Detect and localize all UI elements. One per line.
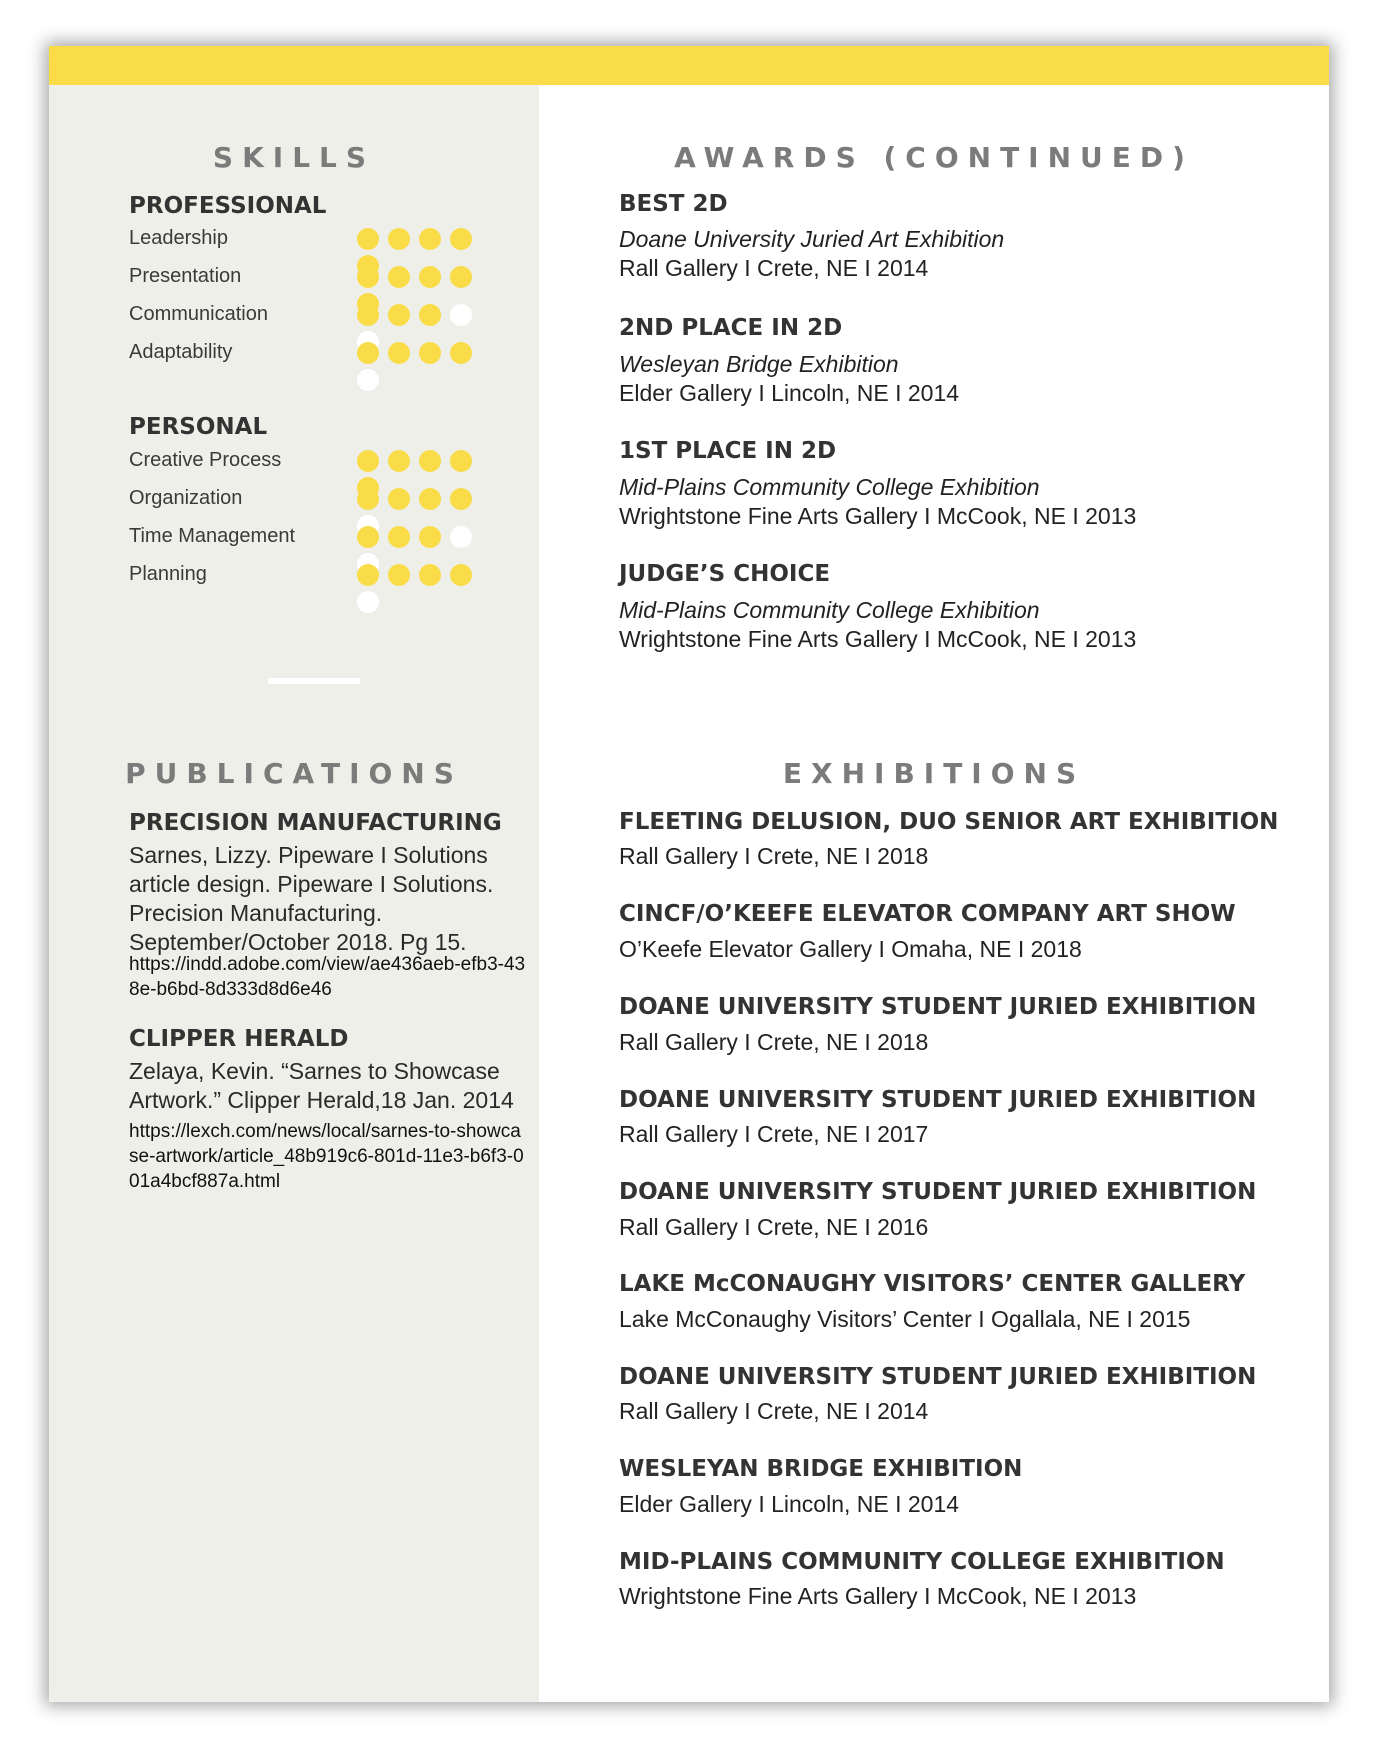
- rating-dot-filled: [450, 564, 472, 586]
- skill-row: [129, 447, 509, 477]
- rating-dot-filled: [419, 564, 441, 586]
- skill-rating: [357, 450, 509, 474]
- skill-rating: [357, 266, 509, 290]
- skill-label: Time Management: [129, 525, 295, 547]
- rating-dot-filled: [450, 266, 472, 288]
- rating-dot-filled: [388, 450, 410, 472]
- exhibition-title: LAKE McCONAUGHY VISITORS’ CENTER GALLERY: [619, 1271, 1246, 1297]
- skill-rating: [357, 488, 509, 512]
- award-title: JUDGE’S CHOICE: [619, 561, 831, 587]
- accent-top-bar: [49, 46, 1329, 85]
- exhibition-details: Rall Gallery I Crete, NE I 2018: [619, 843, 929, 869]
- skill-row: [129, 561, 509, 591]
- rating-dot-filled: [419, 450, 441, 472]
- skill-label: Leadership: [129, 227, 228, 249]
- rating-dot-empty: [450, 304, 472, 326]
- rating-dot-filled: [388, 304, 410, 326]
- rating-dot-filled: [450, 450, 472, 472]
- award-event: Mid-Plains Community College Exhibition: [619, 474, 1040, 500]
- skill-label: Planning: [129, 563, 207, 585]
- skill-rating: [357, 304, 509, 328]
- skill-label: Communication: [129, 303, 268, 325]
- rating-dot-filled: [357, 228, 379, 250]
- rating-dot-filled: [419, 342, 441, 364]
- professional-skills-title: PROFESSIONAL: [129, 193, 327, 219]
- exhibition-title: DOANE UNIVERSITY STUDENT JURIED EXHIBITION: [619, 1364, 1257, 1390]
- exhibition-details: Rall Gallery I Crete, NE I 2016: [619, 1214, 929, 1240]
- section-divider: [268, 678, 360, 684]
- skill-row: [129, 485, 509, 515]
- exhibition-details: Lake McConaughy Visitors’ Center I Ogallala, NE I 2015: [619, 1306, 1191, 1332]
- award-title: BEST 2D: [619, 191, 728, 217]
- exhibition-title: FLEETING DELUSION, DUO SENIOR ART EXHIBITION: [619, 809, 1279, 835]
- skills-title: SKILLS: [212, 141, 376, 174]
- exhibition-title: CINCF/O’KEEFE ELEVATOR COMPANY ART SHOW: [619, 901, 1236, 927]
- skill-row: [129, 301, 509, 331]
- skill-rating: [357, 228, 509, 252]
- skill-rating: [357, 342, 509, 366]
- award-event: Doane University Juried Art Exhibition: [619, 226, 1005, 252]
- resume-page: [49, 46, 1329, 1702]
- rating-dot-filled: [450, 342, 472, 364]
- award-details: Rall Gallery I Crete, NE I 2014: [619, 255, 929, 281]
- rating-dot-filled: [357, 564, 379, 586]
- skill-rating: [357, 564, 509, 588]
- rating-dot-filled: [388, 488, 410, 510]
- main-column: [539, 85, 1329, 1702]
- rating-dot-filled: [357, 450, 379, 472]
- skill-row: [129, 339, 509, 369]
- publications-title: PUBLICATIONS: [125, 757, 463, 790]
- skill-label: Adaptability: [129, 341, 233, 363]
- rating-dot-empty: [357, 591, 379, 613]
- rating-dot-filled: [357, 488, 379, 510]
- rating-dot-filled: [357, 342, 379, 364]
- rating-dot-empty: [357, 369, 379, 391]
- skill-label: Creative Process: [129, 449, 282, 471]
- award-details: Elder Gallery I Lincoln, NE I 2014: [619, 380, 960, 406]
- publication-citation: Sarnes, Lizzy. Pipeware I Solutions article design. Pipeware I Solutions. Precision Manufacturing. September/October 2018. Pg 15.: [129, 842, 494, 955]
- rating-dot-filled: [450, 228, 472, 250]
- publication-title: CLIPPER HERALD: [129, 1026, 349, 1052]
- exhibition-details: Rall Gallery I Crete, NE I 2014: [619, 1398, 929, 1424]
- publication-link[interactable]: https://lexch.com/news/local/sarnes-to-showcase-artwork/article_48b919c6-801d-11e3-b6f3-001a4bcf887a.html: [129, 1121, 524, 1192]
- rating-dot-filled: [388, 342, 410, 364]
- publication-title: PRECISION MANUFACTURING: [129, 810, 502, 836]
- award-event: Wesleyan Bridge Exhibition: [619, 351, 899, 377]
- award-event: Mid-Plains Community College Exhibition: [619, 597, 1040, 623]
- rating-dot-filled: [450, 488, 472, 510]
- awards-title: AWARDS (CONTINUED): [674, 141, 1194, 174]
- rating-dot-filled: [388, 526, 410, 548]
- skill-row: [129, 225, 509, 255]
- skill-row: [129, 263, 509, 293]
- award-title: 1ST PLACE IN 2D: [619, 438, 837, 464]
- personal-skills-title: PERSONAL: [129, 414, 268, 440]
- rating-dot-filled: [419, 304, 441, 326]
- exhibition-details: Rall Gallery I Crete, NE I 2018: [619, 1029, 929, 1055]
- rating-dot-filled: [388, 228, 410, 250]
- rating-dot-filled: [357, 304, 379, 326]
- exhibition-title: MID-PLAINS COMMUNITY COLLEGE EXHIBITION: [619, 1549, 1225, 1575]
- skill-rating: [357, 526, 509, 550]
- award-title: 2ND PLACE IN 2D: [619, 315, 843, 341]
- rating-dot-empty: [450, 526, 472, 548]
- rating-dot-filled: [419, 228, 441, 250]
- exhibition-title: WESLEYAN BRIDGE EXHIBITION: [619, 1456, 1023, 1482]
- exhibition-title: DOANE UNIVERSITY STUDENT JURIED EXHIBITION: [619, 994, 1257, 1020]
- award-details: Wrightstone Fine Arts Gallery I McCook, NE I 2013: [619, 626, 1137, 652]
- publication-link[interactable]: https://indd.adobe.com/view/ae436aeb-efb3-438e-b6bd-8d333d8d6e46: [129, 954, 526, 1000]
- exhibition-details: Wrightstone Fine Arts Gallery I McCook, NE I 2013: [619, 1583, 1137, 1609]
- award-details: Wrightstone Fine Arts Gallery I McCook, NE I 2013: [619, 503, 1137, 529]
- exhibition-title: DOANE UNIVERSITY STUDENT JURIED EXHIBITION: [619, 1179, 1257, 1205]
- rating-dot-filled: [388, 266, 410, 288]
- rating-dot-filled: [419, 266, 441, 288]
- exhibition-details: O’Keefe Elevator Gallery I Omaha, NE I 2018: [619, 936, 1082, 962]
- publication-citation: Zelaya, Kevin. “Sarnes to Showcase Artwork.” Clipper Herald,18 Jan. 2014: [129, 1058, 514, 1113]
- sidebar: [49, 85, 539, 1702]
- rating-dot-filled: [357, 266, 379, 288]
- skill-label: Presentation: [129, 265, 242, 287]
- rating-dot-filled: [419, 526, 441, 548]
- exhibitions-title: EXHIBITIONS: [782, 757, 1086, 790]
- rating-dot-filled: [388, 564, 410, 586]
- rating-dot-filled: [357, 526, 379, 548]
- rating-dot-filled: [419, 488, 441, 510]
- exhibition-title: DOANE UNIVERSITY STUDENT JURIED EXHIBITION: [619, 1087, 1257, 1113]
- skill-row: [129, 523, 509, 553]
- exhibition-details: Elder Gallery I Lincoln, NE I 2014: [619, 1491, 960, 1517]
- exhibition-details: Rall Gallery I Crete, NE I 2017: [619, 1121, 929, 1147]
- skill-label: Organization: [129, 487, 243, 509]
